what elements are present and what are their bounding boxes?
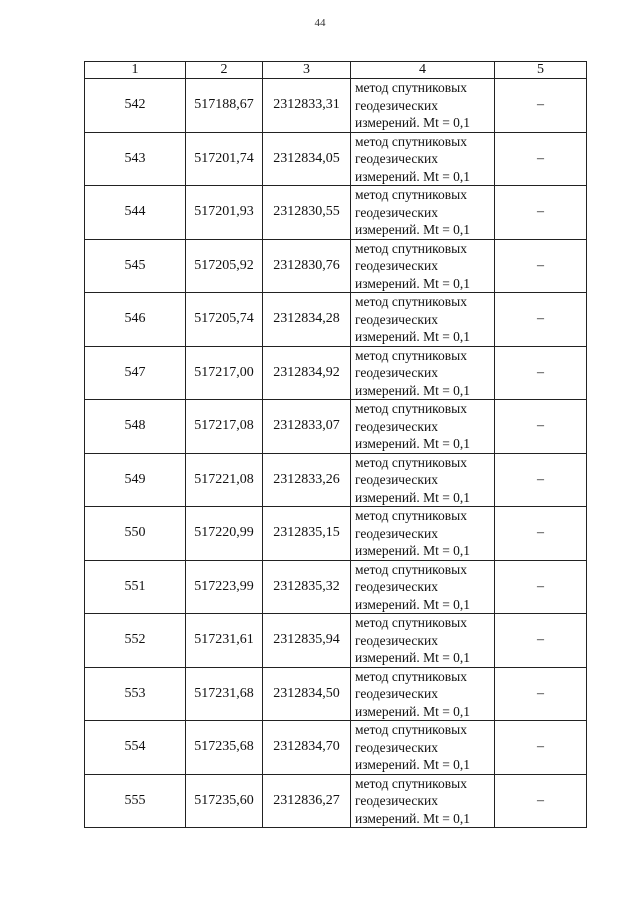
method-line: метод спутниковых (355, 133, 467, 149)
x-coordinate-cell: 517205,92 (186, 239, 263, 293)
coordinates-table (84, 61, 587, 828)
y-coordinate-cell: 2312835,94 (263, 614, 351, 668)
x-coordinate-cell: 517201,93 (186, 186, 263, 240)
method-cell (351, 507, 495, 561)
method-line: измерений. Mt = 0,1 (355, 222, 471, 237)
point-number-cell: 551 (85, 560, 186, 614)
table-row (85, 774, 587, 828)
y-coordinate-cell: 2312834,50 (263, 667, 351, 721)
y-coordinate-cell: 2312834,70 (263, 721, 351, 775)
x-coordinate-cell: 517188,67 (186, 79, 263, 133)
note-cell: – (495, 132, 587, 186)
table-row (85, 721, 587, 775)
method-line: измерений. Mt = 0,1 (355, 275, 471, 291)
note-cell: – (495, 293, 587, 347)
note-cell: – (495, 400, 587, 454)
note-cell: – (495, 239, 587, 293)
method-line: измерений. Mt = 0,1 (355, 168, 471, 184)
method-line: геодезических (355, 686, 438, 701)
method-cell (351, 79, 495, 133)
point-number-cell: 553 (85, 667, 186, 721)
column-header: 2 (186, 62, 263, 79)
table-row (85, 293, 587, 347)
x-coordinate-cell: 517235,60 (186, 774, 263, 828)
method-line: метод спутниковых (355, 187, 467, 202)
method-cell (351, 239, 495, 293)
column-header: 5 (495, 62, 587, 79)
x-coordinate-cell: 517217,00 (186, 346, 263, 400)
method-cell (351, 667, 495, 721)
point-number-cell: 554 (85, 721, 186, 775)
table-row (85, 239, 587, 293)
method-line: геодезических (355, 472, 438, 487)
y-coordinate-cell: 2312835,15 (263, 507, 351, 561)
note-cell: – (495, 186, 587, 240)
point-number-cell: 550 (85, 507, 186, 561)
table-body (85, 79, 587, 828)
point-number-cell: 549 (85, 453, 186, 507)
method-line: геодезических (355, 204, 438, 220)
method-line: измерений. Mt = 0,1 (355, 650, 471, 665)
method-line: метод спутниковых (355, 775, 467, 791)
method-line: измерений. Mt = 0,1 (355, 757, 471, 772)
method-line: метод спутниковых (355, 508, 467, 523)
method-line: измерений. Mt = 0,1 (355, 543, 471, 558)
y-coordinate-cell: 2312836,27 (263, 774, 351, 828)
method-cell (351, 186, 495, 240)
table-row (85, 346, 587, 400)
y-coordinate-cell: 2312833,31 (263, 79, 351, 133)
x-coordinate-cell: 517201,74 (186, 132, 263, 186)
method-cell (351, 346, 495, 400)
method-line: геодезических (355, 579, 438, 594)
column-header: 3 (263, 62, 351, 79)
method-line: метод спутниковых (355, 294, 467, 309)
table-row (85, 560, 587, 614)
method-cell (351, 453, 495, 507)
table-row (85, 186, 587, 240)
y-coordinate-cell: 2312834,92 (263, 346, 351, 400)
point-number-cell: 547 (85, 346, 186, 400)
x-coordinate-cell: 517221,08 (186, 453, 263, 507)
y-coordinate-cell: 2312835,32 (263, 560, 351, 614)
method-line: метод спутниковых (355, 668, 467, 684)
page-number: 44 (314, 17, 326, 29)
method-cell (351, 721, 495, 775)
method-line: измерений. Mt = 0,1 (355, 329, 471, 344)
method-cell (351, 560, 495, 614)
x-coordinate-cell: 517235,68 (186, 721, 263, 775)
method-line: измерений. Mt = 0,1 (355, 596, 471, 612)
method-cell (351, 293, 495, 347)
note-cell: – (495, 614, 587, 668)
x-coordinate-cell: 517223,99 (186, 560, 263, 614)
table-row (85, 132, 587, 186)
point-number-cell: 545 (85, 239, 186, 293)
y-coordinate-cell: 2312830,55 (263, 186, 351, 240)
method-line: геодезических (355, 739, 438, 755)
point-number-cell: 555 (85, 774, 186, 828)
note-cell: – (495, 507, 587, 561)
table-row (85, 667, 587, 721)
method-line: метод спутниковых (355, 80, 467, 95)
method-cell (351, 132, 495, 186)
note-cell: – (495, 721, 587, 775)
method-line: измерений. Mt = 0,1 (355, 489, 471, 505)
method-line: геодезических (355, 793, 438, 808)
point-number-cell: 543 (85, 132, 186, 186)
note-cell: – (495, 79, 587, 133)
method-line: геодезических (355, 365, 438, 380)
method-line: геодезических (355, 151, 438, 166)
note-cell: – (495, 346, 587, 400)
point-number-cell: 544 (85, 186, 186, 240)
x-coordinate-cell: 517205,74 (186, 293, 263, 347)
note-cell: – (495, 667, 587, 721)
table-row (85, 79, 587, 133)
method-line: метод спутниковых (355, 722, 467, 737)
column-header: 1 (85, 62, 186, 79)
point-number-cell: 542 (85, 79, 186, 133)
method-cell (351, 400, 495, 454)
method-line: метод спутниковых (355, 561, 467, 577)
method-line: метод спутниковых (355, 347, 467, 363)
y-coordinate-cell: 2312834,05 (263, 132, 351, 186)
y-coordinate-cell: 2312833,26 (263, 453, 351, 507)
method-line: измерений. Mt = 0,1 (355, 115, 471, 130)
method-cell (351, 774, 495, 828)
method-cell (351, 614, 495, 668)
note-cell: – (495, 453, 587, 507)
method-line: измерений. Mt = 0,1 (355, 436, 471, 451)
method-line: геодезических (355, 632, 438, 648)
y-coordinate-cell: 2312834,28 (263, 293, 351, 347)
method-line: метод спутниковых (355, 401, 467, 416)
method-line: геодезических (355, 97, 438, 113)
column-header: 4 (351, 62, 495, 79)
method-line: геодезических (355, 311, 438, 327)
table-row (85, 453, 587, 507)
point-number-cell: 552 (85, 614, 186, 668)
method-line: геодезических (355, 525, 438, 541)
point-number-cell: 546 (85, 293, 186, 347)
method-line: геодезических (355, 418, 438, 434)
method-line: метод спутниковых (355, 240, 467, 256)
table-header-row (85, 62, 587, 79)
note-cell: – (495, 774, 587, 828)
method-line: измерений. Mt = 0,1 (355, 382, 471, 398)
x-coordinate-cell: 517220,99 (186, 507, 263, 561)
x-coordinate-cell: 517217,08 (186, 400, 263, 454)
note-cell: – (495, 560, 587, 614)
x-coordinate-cell: 517231,61 (186, 614, 263, 668)
method-line: метод спутниковых (355, 615, 467, 630)
y-coordinate-cell: 2312830,76 (263, 239, 351, 293)
table-row (85, 400, 587, 454)
x-coordinate-cell: 517231,68 (186, 667, 263, 721)
method-line: метод спутниковых (355, 454, 467, 470)
point-number-cell: 548 (85, 400, 186, 454)
method-line: измерений. Mt = 0,1 (355, 810, 471, 826)
method-line: измерений. Mt = 0,1 (355, 703, 471, 719)
table-row (85, 507, 587, 561)
method-line: геодезических (355, 258, 438, 273)
table-row (85, 614, 587, 668)
y-coordinate-cell: 2312833,07 (263, 400, 351, 454)
